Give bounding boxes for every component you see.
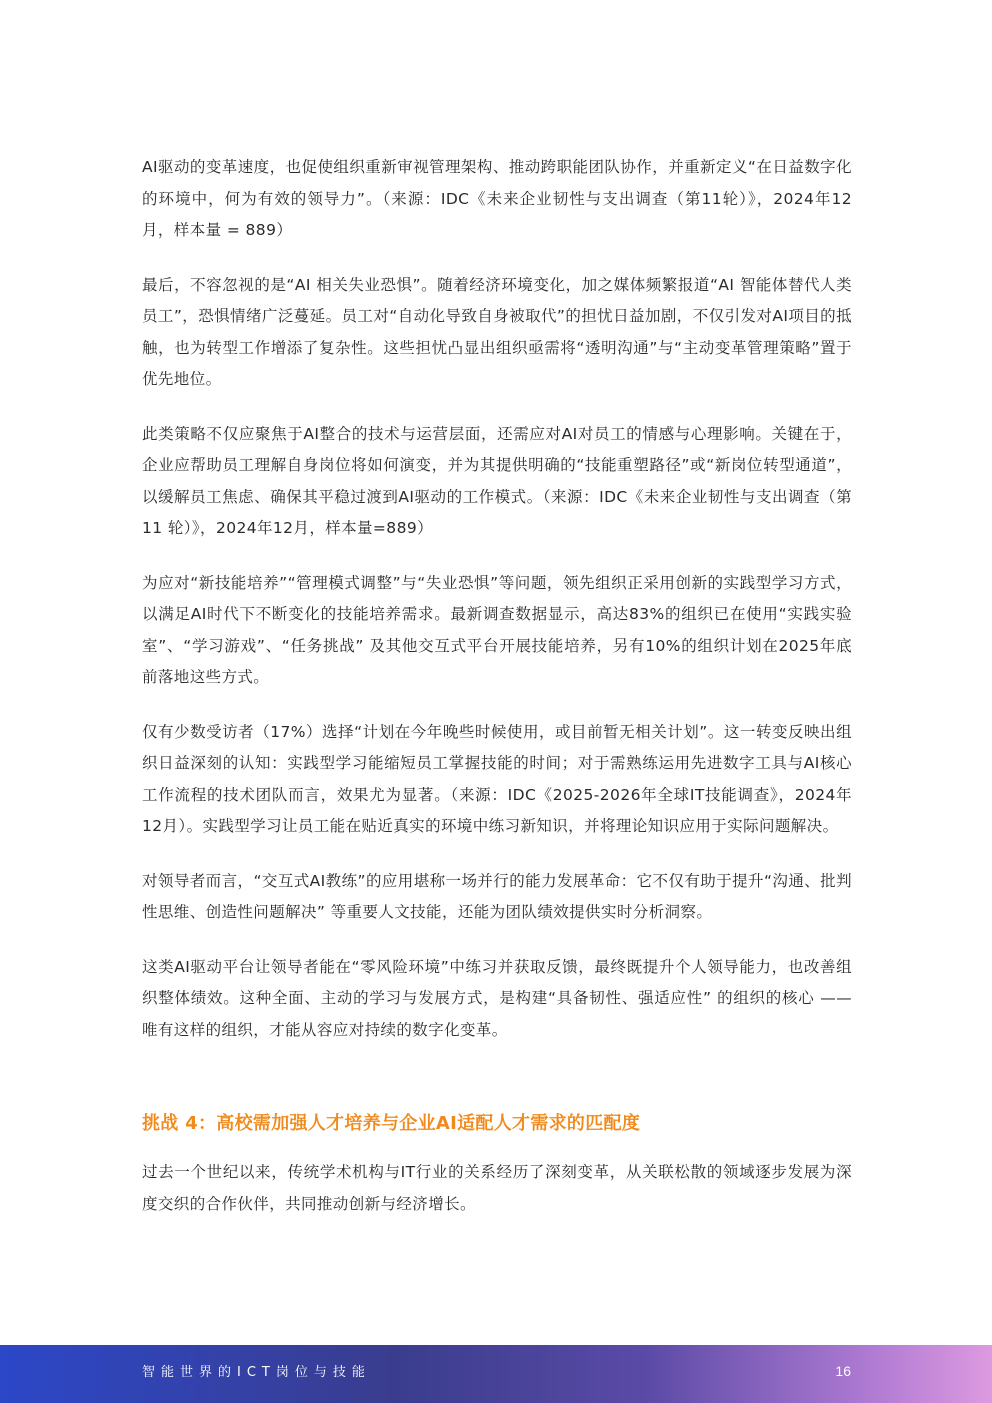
page-footer	[0, 1345, 992, 1403]
paragraph-1: AI驱动的变革速度，也促使组织重新审视管理架构、推动跨职能团队协作，并重新定义“在日益数字化的环境中，何为有效的领导力”。（来源：IDC《未来企业韧性与支出调查（第11轮）》，2024年12月，样本量 = 889）	[142, 158, 852, 239]
paragraph-4: 为应对“新技能培养”“管理模式调整”与“失业恐惧”等问题，领先组织正采用创新的实践型学习方式，以满足AI时代下不断变化的技能培养需求。最新调查数据显示，高达83%的组织已在使用“实践实验室”、“学习游戏”、“任务挑战” 及其他交互式平台开展技能培养，另有10%的组织计划在2025年底前落地这些方式。	[142, 573, 852, 686]
page-number: 16	[835, 1363, 851, 1379]
paragraph-7: 这类AI驱动平台让领导者能在“零风险环境”中练习并获取反馈，最终既提升个人领导能力，也改善组织整体绩效。这种全面、主动的学习与发展方式，是构建“具备韧性、强适应性” 的组织的核心 —— 唯有这样的组织，才能从容应对持续的数字化变革。	[142, 957, 852, 1039]
body-text	[142, 152, 852, 1069]
paragraph-5: 仅有少数受访者（17%）选择“计划在今年晚些时候使用，或目前暂无相关计划”。这一转变反映出组织日益深刻的认知：实践型学习能缩短员工掌握技能的时间；对于需熟练运用先进数字工具与AI核心工作流程的技术团队而言，效果尤为显著。（来源：IDC《2025-2026年全球IT技能调查》，2024年12月）。实践型学习让员工能在贴近真实的环境中练习新知识，并将理论知识应用于实际问题解决。	[142, 722, 852, 835]
paragraph-2: 最后，不容忽视的是“AI 相关失业恐惧”。随着经济环境变化，加之媒体频繁报道“AI 智能体替代人类员工”，恐惧情绪广泛蔓延。员工对“自动化导致自身被取代”的担忧日益加剧，不仅引发对AI项目的抵触，也为转型工作增添了复杂性。这些担忧凸显出组织亟需将“透明沟通”与“主动变革管理策略”置于优先地位。	[142, 275, 852, 388]
paragraph-3: 此类策略不仅应聚焦于AI整合的技术与运营层面，还需应对AI对员工的情感与心理影响。关键在于，企业应帮助员工理解自身岗位将如何演变，并为其提供明确的“技能重塑路径”或“新岗位转型通道”，以缓解员工焦虑、确保其平稳过渡到AI驱动的工作模式。（来源：IDC《未来企业韧性与支出调查（第 11 轮）》，2024年12月，样本量=889）	[142, 424, 852, 537]
paragraph-6: 对领导者而言，“交互式AI教练”的应用堪称一场并行的能力发展革命：它不仅有助于提升“沟通、批判性思维、创造性问题解决” 等重要人文技能，还能为团队绩效提供实时分析洞察。	[142, 871, 852, 921]
section-heading: 挑战 4：高校需加强人才培养与企业AI适配人才需求的匹配度	[142, 1113, 641, 1134]
footer-title: 智能世界的ICT岗位与技能	[142, 1365, 371, 1380]
section-paragraph: 过去一个世纪以来，传统学术机构与IT行业的关系经历了深刻变革，从关联松散的领域逐步发展为深度交织的合作伙伴，共同推动创新与经济增长。	[142, 1163, 852, 1213]
